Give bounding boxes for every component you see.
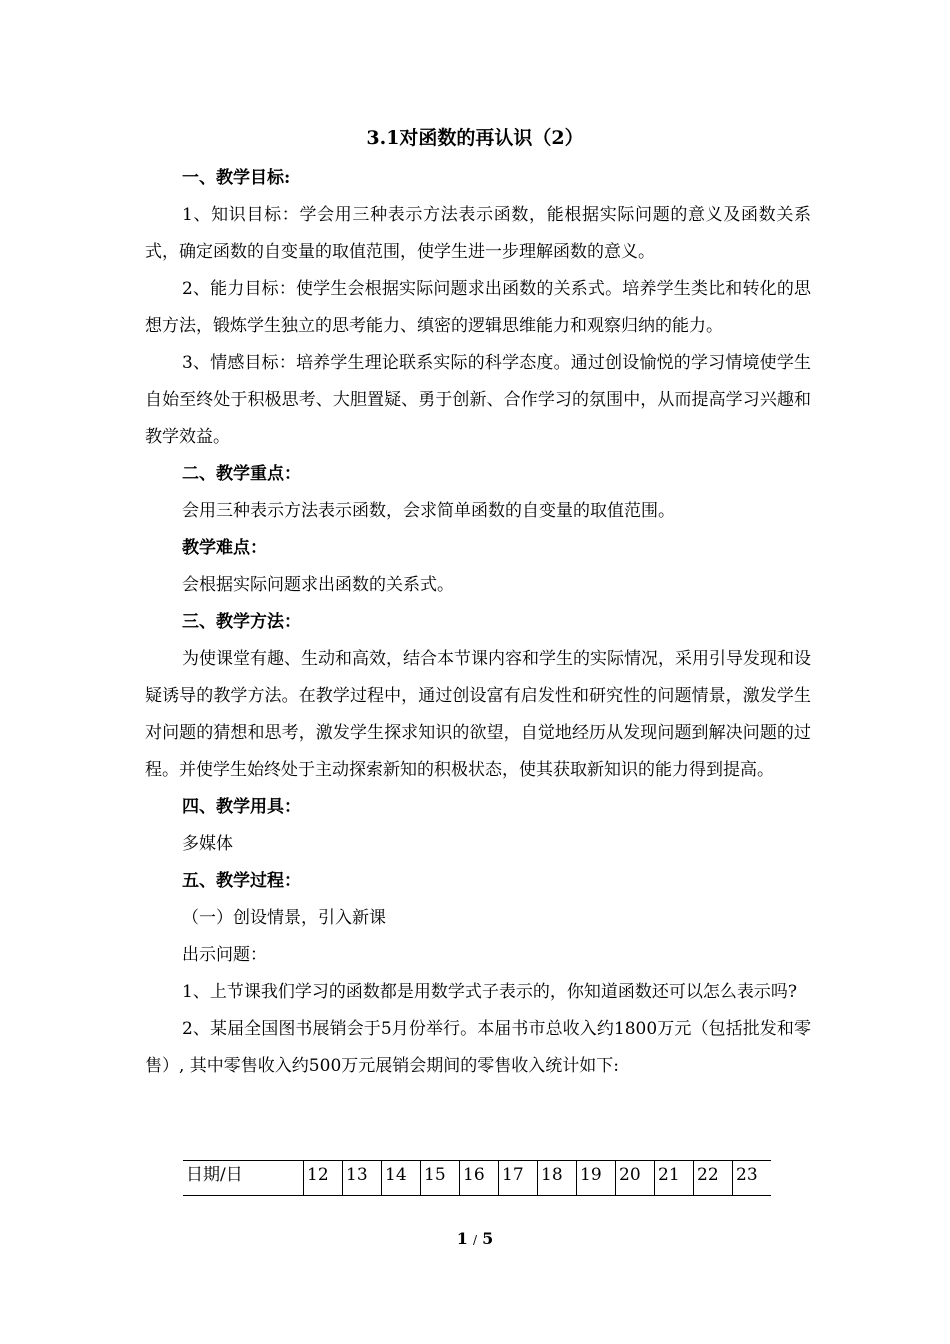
paragraph-emotion-objective: 3、情感目标：培养学生理论联系实际的科学态度。通过创设愉悦的学习情境使学生自始至终处于积极思考、大胆置疑、勇于创新、合作学习的氛围中，从而提高学习兴趣和教学效益。 — [145, 353, 811, 447]
table-cell: 23 — [733, 1161, 772, 1196]
table-cell: 16 — [460, 1161, 499, 1196]
table-row — [183, 1161, 771, 1196]
paragraph-question-2: 2、某届全国图书展销会于5月份举行。本届书市总收入约1800万元（包括批发和零售）, 其中零售收入约500万元展销会期间的零售收入统计如下: — [145, 1019, 811, 1076]
section-heading-methods: 三、教学方法： — [182, 612, 301, 632]
paragraph-show-question: 出示问题： — [182, 945, 267, 965]
table-cell: 20 — [616, 1161, 655, 1196]
paragraph-process-step: （一）创设情景，引入新课 — [182, 908, 386, 928]
table-cell: 14 — [382, 1161, 421, 1196]
section-heading-tools: 四、教学用具： — [182, 797, 301, 817]
table-cell: 13 — [343, 1161, 382, 1196]
table-cell: 12 — [304, 1161, 343, 1196]
table-cell: 21 — [655, 1161, 694, 1196]
table-cell: 15 — [421, 1161, 460, 1196]
document-title: 3.1对函数的再认识（2） — [366, 127, 584, 149]
paragraph-difficulties: 会根据实际问题求出函数的关系式。 — [182, 575, 454, 595]
paragraph-ability-objective: 2、能力目标：使学生会根据实际问题求出函数的关系式。培养学生类比和转化的思想方法，锻炼学生独立的思考能力、缜密的逻辑思维能力和观察归纳的能力。 — [145, 279, 811, 336]
table-cell: 19 — [577, 1161, 616, 1196]
paragraph-knowledge-objective: 1、知识目标：学会用三种表示方法表示函数，能根据实际问题的意义及函数关系式，确定函数的自变量的取值范围，使学生进一步理解函数的意义。 — [145, 205, 811, 262]
paragraph-methods: 为使课堂有趣、生动和高效，结合本节课内容和学生的实际情况，采用引导发现和设疑诱导的教学方法。在教学过程中，通过创设富有启发性和研究性的问题情景，激发学生对问题的猜想和思考，激发学生探求知识的欲望，自觉地经历从发现问题到解决问题的过程。并使学生始终处于主动探索新知的积极状态，使其获取新知识的能力得到提高。 — [145, 649, 811, 780]
section-heading-process: 五、教学过程： — [182, 871, 301, 891]
sales-table — [183, 1160, 771, 1196]
section-heading-key-points: 二、教学重点： — [182, 464, 301, 484]
page-separator: / — [472, 1233, 478, 1247]
total-page-number: 5 — [482, 1229, 494, 1248]
current-page-number: 1 — [456, 1229, 468, 1248]
page-number — [0, 1228, 950, 1251]
table-cell: 22 — [694, 1161, 733, 1196]
table-header-cell: 日期/日 — [183, 1161, 304, 1196]
section-heading-objectives: 一、教学目标: — [182, 168, 291, 188]
section-heading-difficulties: 教学难点： — [182, 538, 267, 558]
paragraph-tools: 多媒体 — [182, 834, 233, 854]
table-cell: 17 — [499, 1161, 538, 1196]
document-body — [145, 160, 811, 1085]
table-cell: 18 — [538, 1161, 577, 1196]
paragraph-key-points: 会用三种表示方法表示函数，会求简单函数的自变量的取值范围。 — [182, 501, 675, 521]
paragraph-question-1: 1、上节课我们学习的函数都是用数学式子表示的，你知道函数还可以怎么表示吗? — [182, 982, 797, 1002]
